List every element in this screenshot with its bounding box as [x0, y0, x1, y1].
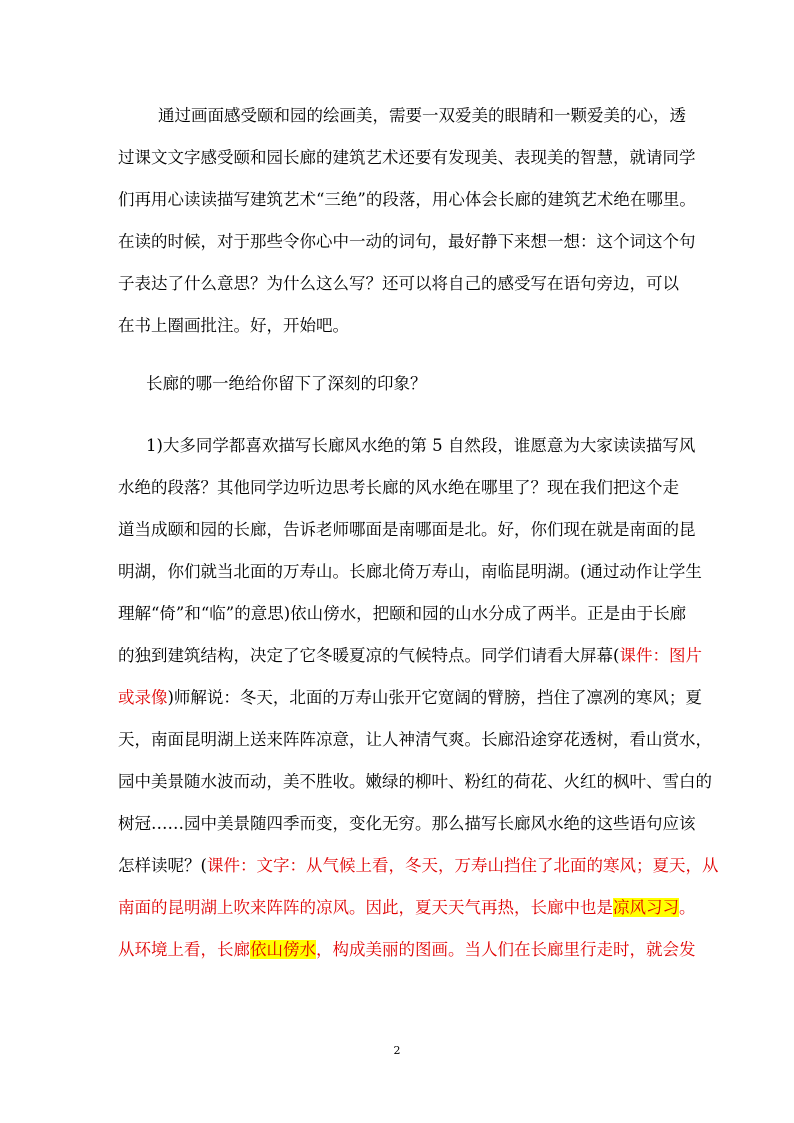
courseware-note-2-start: 课件：文字：从气候上看，冬天，万寿山挡住了北面的寒风；夏天，从: [206, 856, 719, 875]
paragraph-2-line-10: 树冠……园中美景随四季而变，变化无穷。那么描写长廊风水绝的这些语句应该: [118, 814, 696, 833]
highlighted-phrase-cool-breeze: 凉风习习: [613, 898, 679, 917]
courseware-note-2-period: 。: [679, 898, 696, 917]
paragraph-2-line-3: 道当成颐和园的长廊，告诉老师哪面是南哪面是北。好，你们现在就是南面的昆: [118, 520, 696, 539]
paragraph-2-line-1: 1)大多同学都喜欢描写长廊风水绝的第 5 自然段，谁愿意为大家读读描写风: [146, 436, 696, 455]
paragraph-1-line-1: 通过画面感受颐和园的绘画美，需要一双爱美的眼睛和一颗爱美的心，透: [158, 106, 686, 125]
paragraph-2-line-4: 明湖，你们就当北面的万寿山。长廊北倚万寿山，南临昆明湖。(通过动作让学生: [118, 562, 702, 581]
paragraph-2-line-12: [118, 897, 696, 921]
paragraph-2-line-7: [118, 687, 702, 711]
paragraph-2-line-8: 天，南面昆明湖上送来阵阵凉意，让人神清气爽。长廊沿途穿花透树，看山赏水，: [118, 730, 712, 749]
courseware-note-2-env-start: 从环境上看，长廊: [118, 940, 250, 959]
paragraph-2-line-6: [118, 645, 702, 669]
paragraph-2-line-5: 理解“倚”和“临”的意思)依山傍水，把颐和园的山水分成了两半。正是由于长廊: [118, 604, 687, 623]
paragraph-2-line-11-text: 怎样读呢？(: [118, 856, 207, 875]
paragraph-1-line-2: 过课文文字感受颐和园长廊的建筑艺术还要有发现美、表现美的智慧，就请同学: [118, 148, 696, 167]
paragraph-2-line-13: [118, 939, 696, 963]
courseware-note-1-start: 课件：图片: [619, 646, 702, 665]
paragraph-1-line-3: 们再用心读读描写建筑艺术“三绝”的段落，用心体会长廊的建筑艺术绝在哪里。: [118, 190, 696, 209]
paragraph-2-line-7-text: )师解说：冬天，北面的万寿山张开它宽阔的臂膀，挡住了凛冽的寒风；夏: [167, 688, 702, 707]
courseware-note-1-end: 或录像: [118, 688, 168, 707]
paragraph-2-line-2: 水绝的段落？其他同学边听边思考长廊的风水绝在哪里了？现在我们把这个走: [118, 478, 679, 497]
courseware-note-2-text: 南面的昆明湖上吹来阵阵的凉风。因此，夏天天气再热，长廊中也是: [118, 898, 613, 917]
paragraph-1-line-6: 在书上圈画批注。好，开始吧。: [118, 316, 349, 335]
paragraph-1-line-4: 在读的时候，对于那些令你心中一动的词句，最好静下来想一想：这个词这个句: [118, 232, 696, 251]
courseware-note-2-env-end: ，构成美丽的图画。当人们在长廊里行走时，就会发: [316, 940, 696, 959]
paragraph-2-line-9: 园中美景随水波而动，美不胜收。嫩绿的柳叶、粉红的荷花、火红的枫叶、雪白的: [118, 772, 712, 791]
question-line: 长廊的哪一绝给你留下了深刻的印象？: [146, 374, 427, 393]
highlighted-phrase-mountain-water: 依山傍水: [250, 940, 316, 959]
paragraph-1-line-5: 子表达了什么意思？为什么这么写？还可以将自己的感受写在语句旁边，可以: [118, 274, 679, 293]
page-number: 2: [393, 1044, 401, 1057]
paragraph-2-line-11: [118, 855, 719, 879]
paragraph-2-line-6-text: 的独到建筑结构，决定了它冬暖夏凉的气候特点。同学们请看大屏幕(: [118, 646, 620, 665]
